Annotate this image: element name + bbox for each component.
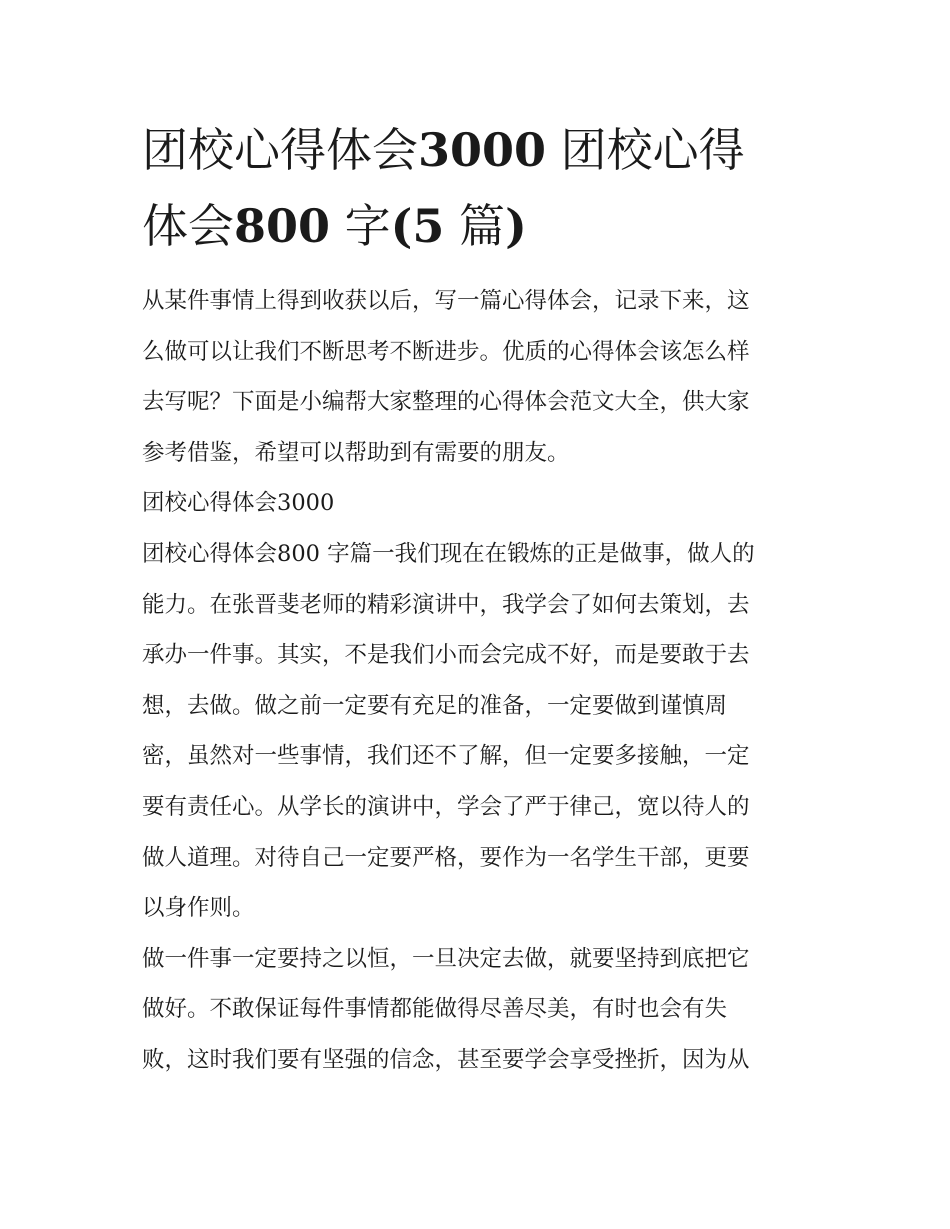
title-line-2: 体会800 字(5 篇) [142,199,527,253]
paragraph-line: 做人道理。对待自己一定要严格，要作为一名学生干部，更要 [142,844,750,871]
paragraph-line: 密，虽然对一些事情，我们还不了解，但一定要多接触，一定 [142,743,750,770]
paragraph-2 [142,934,818,1086]
paragraph-line: 团校心得体会800 字篇一我们现在在锻炼的正是做事，做人的 [142,540,755,567]
paragraph-line: 想，去做。做之前一定要有充足的准备，一定要做到谨慎周 [142,692,728,719]
intro-line: 从某件事情上得到收获以后，写一篇心得体会，记录下来，这 [142,288,750,314]
intro-line: 么做可以让我们不断思考不断进步。优质的心得体会该怎么样 [142,338,750,365]
paragraph-line: 能力。在张晋斐老师的精彩演讲中，我学会了如何去策划，去 [142,591,750,618]
title-line-1: 团校心得体会3000 团校心得 [142,123,745,177]
paragraph-line: 做好。不敢保证每件事情都能做得尽善尽美，有时也会有失 [142,996,728,1023]
paragraph-line: 要有责任心。从学长的演讲中，学会了严于律己，宽以待人的 [142,793,750,820]
paragraph-line: 做一件事一定要持之以恒，一旦决定去做，就要坚持到底把它 [142,945,750,972]
intro-paragraph [142,276,818,478]
document-content [142,112,818,1086]
section-heading: 团校心得体会3000 [142,490,335,517]
paragraph-line: 败，这时我们要有坚强的信念，甚至要学会享受挫折，因为从 [142,1046,750,1073]
paragraph-line: 承办一件事。其实，不是我们小而会完成不好，而是要敢于去 [142,642,750,669]
document-title [142,112,818,264]
intro-line: 去写呢？下面是小编帮大家整理的心得体会范文大全，供大家 [142,389,750,416]
intro-line: 参考借鉴，希望可以帮助到有需要的朋友。 [142,439,570,466]
paragraph-line: 以身作则。 [142,895,255,922]
paragraph-1 [142,529,818,934]
